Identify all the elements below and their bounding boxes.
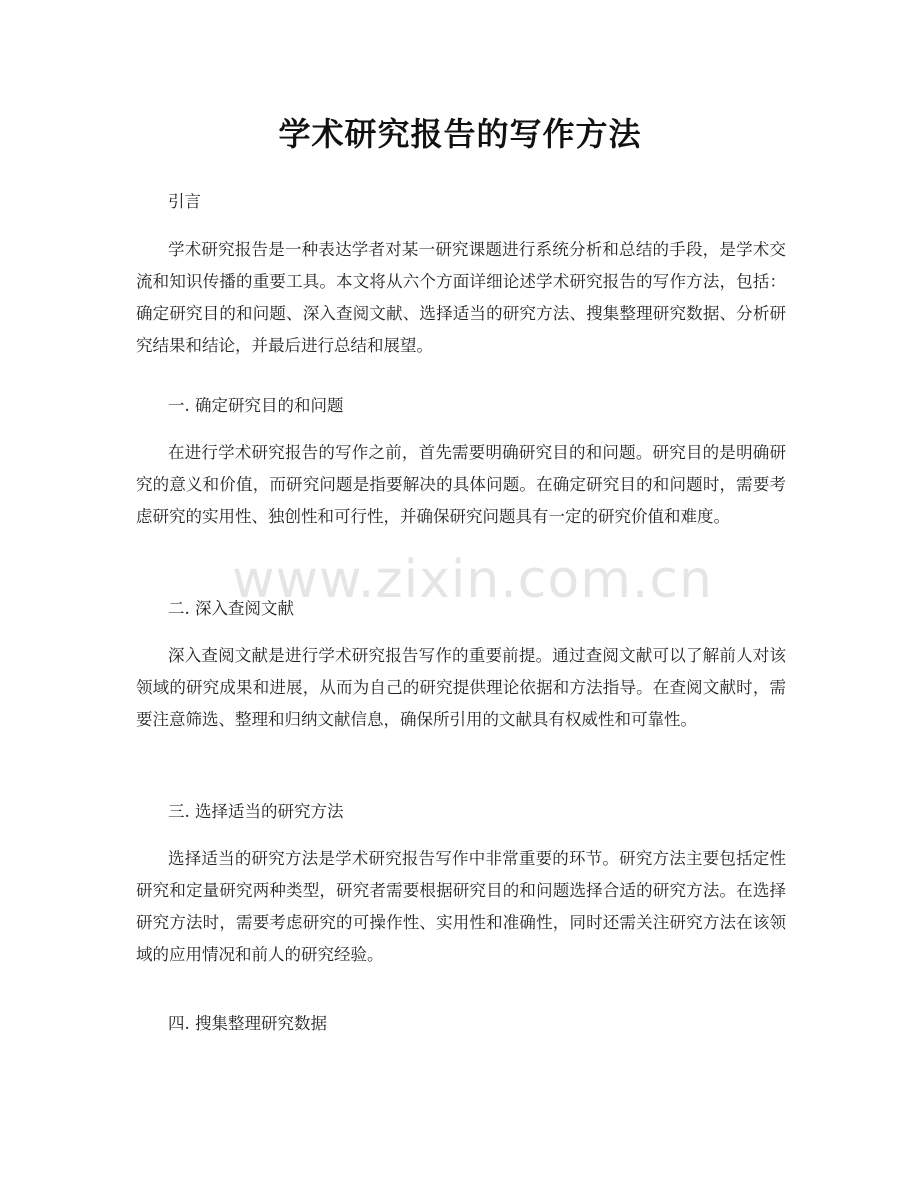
section-1-paragraph: 在进行学术研究报告的写作之前，首先需要明确研究目的和问题。研究目的是明确研究的意义和价值，而研究问题是指要解决的具体问题。在确定研究目的和问题时，需要考虑研究的实用性、独创性和可行性，并确保研究问题具有一定的研究价值和难度。 bbox=[136, 443, 786, 526]
section-3-heading: 三. 选择适当的研究方法 bbox=[168, 802, 344, 821]
section-4-heading: 四. 搜集整理研究数据 bbox=[168, 1014, 327, 1033]
intro-heading: 引言 bbox=[168, 192, 201, 211]
intro-paragraph: 学术研究报告是一种表达学者对某一研究课题进行系统分析和总结的手段，是学术交流和知识传播的重要工具。本文将从六个方面详细论述学术研究报告的写作方法，包括：确定研究目的和问题、深入查阅文献、选择适当的研究方法、搜集整理研究数据、分析研究结果和结论，并最后进行总结和展望。 bbox=[136, 240, 786, 355]
section-3-paragraph: 选择适当的研究方法是学术研究报告写作中非常重要的环节。研究方法主要包括定性研究和定量研究两种类型，研究者需要根据研究目的和问题选择合适的研究方法。在选择研究方法时，需要考虑研究的可操作性、实用性和准确性，同时还需关注研究方法在该领域的应用情况和前人的研究经验。 bbox=[136, 849, 786, 964]
document-title: 学术研究报告的写作方法 bbox=[278, 115, 642, 153]
section-1-heading: 一. 确定研究目的和问题 bbox=[168, 396, 344, 415]
watermark: www.zixin.com.cn bbox=[232, 550, 713, 610]
section-2-paragraph: 深入查阅文献是进行学术研究报告写作的重要前提。通过查阅文献可以了解前人对该领域的研究成果和进展，从而为自己的研究提供理论依据和方法指导。在查阅文献时，需要注意筛选、整理和归纳文献信息，确保所引用的文献具有权威性和可靠性。 bbox=[136, 646, 786, 729]
section-2-heading: 二. 深入查阅文献 bbox=[168, 599, 294, 618]
